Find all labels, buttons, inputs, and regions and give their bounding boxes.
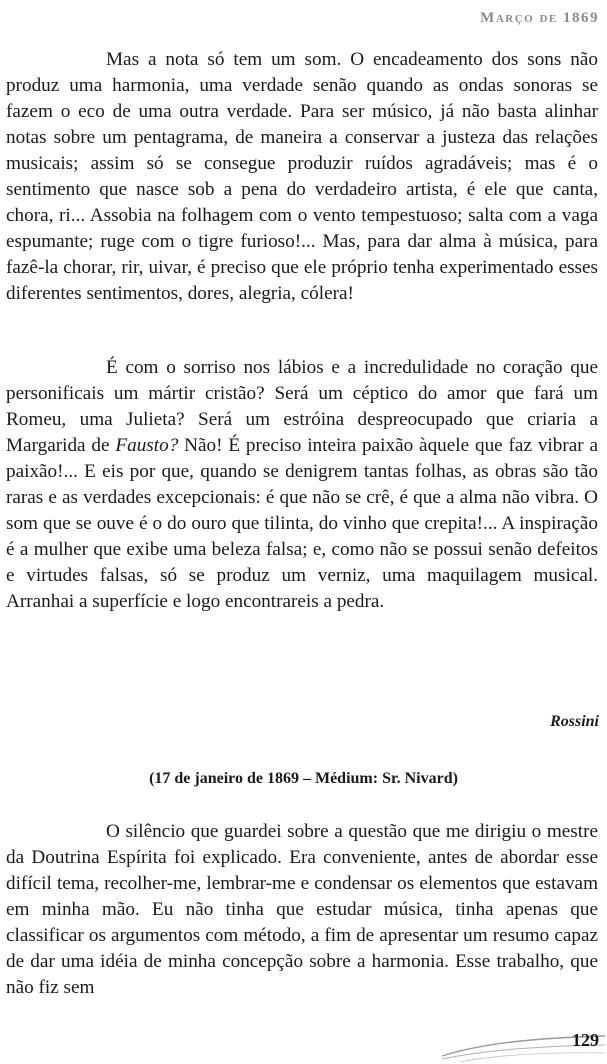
paragraph-2-part-2: Não! É preciso inteira paixão àquele que faz vibrar a paixão!... E eis por que, quando se denigrem tantas folhas, as obras são tão raras e as verdades excepcionais: é que não se crê, é que a alma não vibra. O som que se ouve é o do ouro que tilinta, do vinho que crepita!... A inspiração é a mulher que exibe uma beleza falsa; e, como não se possui senão defeitos e virtudes falsas, só se produz um verniz, uma maquilagem musical. Arranhai a superfície e logo encontrareis a pedra. (6, 435, 599, 612)
author-signature: Rossini (550, 713, 599, 730)
paragraph-1 (6, 47, 598, 307)
paragraph-2-part-1: É com o sorriso nos lábios e a incredulidade no coração que personificais um mártir cristão? Será um céptico do amor que fará um Romeu, uma Julieta? Será um estróina despreocupado que criaria a Margarida de (6, 357, 598, 456)
running-header: Março de 1869 (480, 10, 599, 26)
fausto-title: Fausto? (115, 435, 179, 456)
paragraph-2 (6, 355, 598, 615)
page-number: 129 (572, 1030, 599, 1050)
message-dateline: (17 de janeiro de 1869 – Médium: Sr. Nivard) (149, 770, 458, 787)
paragraph-1-text: Mas a nota só tem um som. O encadeamento dos sons não produz uma harmonia, uma verdade senão quando as ondas sonoras se fazem o eco de uma outra verdade. Para ser músico, já não basta alinhar notas sobre um pentagrama, de maneira a conservar a justeza das relações musicais; assim só se consegue produzir ruídos agradáveis; mas é o sentimento que nasce sob a pena do verdadeiro artista, é ele que canta, chora, ri... Assobia na folhagem com o vento tempestuoso; salta com a vaga espumante; ruge com o tigre furioso!... Mas, para dar alma à música, para fazê-la chorar, rir, uivar, é preciso que ele próprio tenha experimentado esses diferentes sentimentos, dores, alegria, cólera! (6, 49, 598, 304)
paragraph-2-text (6, 355, 598, 615)
paragraph-3-text: O silêncio que guardei sobre a questão que me dirigiu o mestre da Doutrina Espírita foi explicado. Era conveniente, antes de abordar esse difícil tema, recolher-me, lembrar-me e condensar os elementos que estavam em minha mão. Eu não tinha que estudar música, tinha apenas que classificar os argumentos com método, a fim de apresentar um resumo capaz de dar uma idéia de minha concepção sobre a harmonia. Esse trabalho, que não fiz sem (6, 821, 598, 998)
paragraph-3 (6, 819, 598, 1001)
